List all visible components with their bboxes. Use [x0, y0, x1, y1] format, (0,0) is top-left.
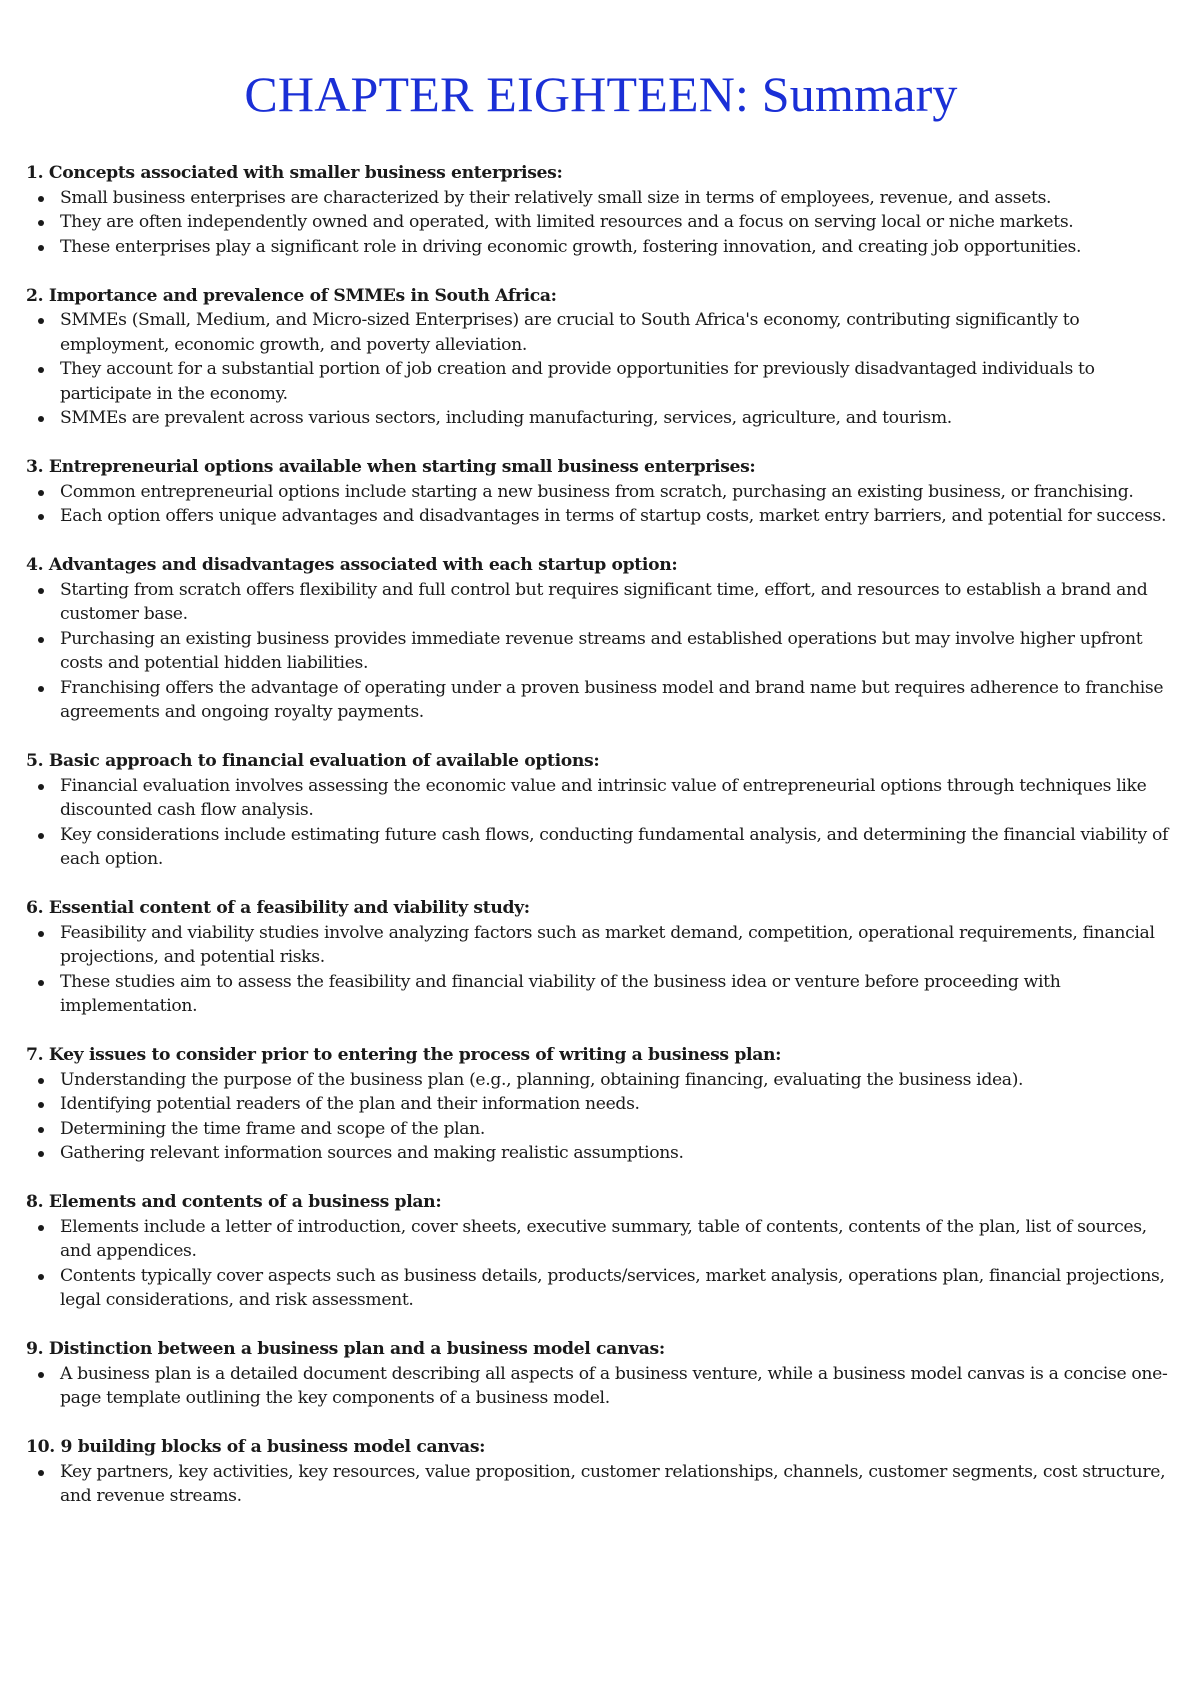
bullet-dot-icon	[38, 931, 44, 937]
bullet-item	[26, 627, 1176, 676]
bullet-item	[26, 578, 1176, 627]
summary-section	[26, 553, 1176, 725]
bullet-list	[26, 921, 1176, 1019]
summary-section	[26, 161, 1176, 259]
bullet-dot-icon	[38, 637, 44, 643]
section-heading: 4. Advantages and disadvantages associated with each startup option:	[26, 555, 678, 575]
bullet-item	[26, 1460, 1176, 1509]
bullet-list	[26, 1215, 1176, 1313]
bullet-dot-icon	[38, 220, 44, 226]
bullet-text: Purchasing an existing business provides immediate revenue streams and established operations but may involve higher upfront costs and potential hidden liabilities.	[60, 628, 1143, 673]
bullet-text: Contents typically cover aspects such as business details, products/services, market analysis, operations plan, financial projections, legal considerations, and risk assessment.	[60, 1265, 1165, 1310]
bullet-dot-icon	[38, 833, 44, 839]
bullet-text: Franchising offers the advantage of operating under a proven business model and brand name but requires adherence to franchise agreements and ongoing royalty payments.	[60, 677, 1164, 722]
bullet-list	[26, 1460, 1176, 1509]
bullet-item	[26, 308, 1176, 357]
bullet-item	[26, 1117, 1176, 1142]
summary-section	[26, 896, 1176, 1019]
bullet-list	[26, 186, 1176, 260]
bullet-dot-icon	[38, 1470, 44, 1476]
bullet-item	[26, 210, 1176, 235]
bullet-list	[26, 480, 1176, 529]
bullet-dot-icon	[38, 1078, 44, 1084]
bullet-dot-icon	[38, 784, 44, 790]
summary-section	[26, 1043, 1176, 1166]
bullet-dot-icon	[38, 1274, 44, 1280]
bullet-dot-icon	[38, 1102, 44, 1108]
section-heading: 7. Key issues to consider prior to entering the process of writing a business plan:	[26, 1045, 782, 1065]
bullet-item	[26, 1068, 1176, 1093]
bullet-dot-icon	[38, 196, 44, 202]
bullet-item	[26, 1141, 1176, 1166]
section-heading: 10. 9 building blocks of a business model canvas:	[26, 1437, 486, 1457]
bullet-item	[26, 357, 1176, 406]
summary-section	[26, 1190, 1176, 1313]
bullet-item	[26, 480, 1176, 505]
bullet-text: Starting from scratch offers flexibility and full control but requires significant time, effort, and resources to establish a brand and customer base.	[60, 579, 1148, 624]
bullet-dot-icon	[38, 490, 44, 496]
bullet-item	[26, 774, 1176, 823]
bullet-item	[26, 1092, 1176, 1117]
section-heading: 5. Basic approach to financial evaluation of available options:	[26, 751, 600, 771]
page-title: CHAPTER EIGHTEEN: Summary	[244, 66, 958, 122]
bullet-dot-icon	[38, 416, 44, 422]
section-heading: 3. Entrepreneurial options available when starting small business enterprises:	[26, 457, 756, 477]
bullet-text: Key partners, key activities, key resources, value proposition, customer relationships, channels, customer segments, cost structure, and revenue streams.	[60, 1461, 1166, 1506]
bullet-text: Each option offers unique advantages and disadvantages in terms of startup costs, market entry barriers, and potential for success.	[60, 506, 1167, 526]
section-heading: 6. Essential content of a feasibility and viability study:	[26, 898, 530, 918]
section-heading: 8. Elements and contents of a business plan:	[26, 1192, 442, 1212]
bullet-item	[26, 235, 1176, 260]
bullet-item	[26, 406, 1176, 431]
bullet-list	[26, 1362, 1176, 1411]
summary-section	[26, 749, 1176, 872]
bullet-dot-icon	[38, 367, 44, 373]
bullet-text: Financial evaluation involves assessing the economic value and intrinsic value of entrepreneurial options through techniques like discounted cash flow analysis.	[60, 775, 1147, 820]
summary-section	[26, 1337, 1176, 1411]
bullet-text: These enterprises play a significant role in driving economic growth, fostering innovation, and creating job opportunities.	[60, 236, 1082, 257]
bullet-text: Feasibility and viability studies involve analyzing factors such as market demand, competition, operational requirements, financial projections, and potential risks.	[60, 922, 1155, 967]
bullet-text: Small business enterprises are characterized by their relatively small size in terms of employees, revenue, and assets.	[60, 187, 1052, 208]
bullet-text: Elements include a letter of introduction, cover sheets, executive summary, table of contents, contents of the plan, list of sources, and appendices.	[60, 1216, 1147, 1261]
bullet-dot-icon	[38, 1127, 44, 1133]
bullet-dot-icon	[38, 514, 44, 520]
bullet-dot-icon	[38, 1151, 44, 1157]
bullet-text: SMMEs (Small, Medium, and Micro-sized Enterprises) are crucial to South Africa's economy, contributing significantly to employment, economic growth, and poverty alleviation.	[60, 310, 1080, 355]
section-heading: 9. Distinction between a business plan and a business model canvas:	[26, 1339, 665, 1359]
bullet-item	[26, 823, 1176, 872]
bullet-item	[26, 676, 1176, 725]
bullet-item	[26, 504, 1176, 529]
bullet-dot-icon	[38, 1225, 44, 1231]
bullet-list	[26, 1068, 1176, 1166]
summary-section	[26, 455, 1176, 529]
bullet-list	[26, 774, 1176, 872]
bullet-text: Understanding the purpose of the business plan (e.g., planning, obtaining financing, evaluating the business idea).	[60, 1069, 1024, 1090]
document-page	[26, 0, 1176, 1533]
bullet-dot-icon	[38, 588, 44, 594]
bullet-list	[26, 578, 1176, 725]
bullet-text: Determining the time frame and scope of the plan.	[60, 1118, 485, 1139]
bullet-text: Identifying potential readers of the plan and their information needs.	[60, 1094, 640, 1114]
section-heading: 2. Importance and prevalence of SMMEs in South Africa:	[26, 285, 557, 306]
summary-sections	[26, 161, 1176, 1509]
bullet-dot-icon	[38, 686, 44, 692]
summary-section	[26, 1435, 1176, 1509]
bullet-item	[26, 970, 1176, 1019]
bullet-text: Key considerations include estimating future cash flows, conducting fundamental analysis, and determining the financial viability of each option.	[60, 824, 1169, 869]
bullet-text: These studies aim to assess the feasibility and financial viability of the business idea or venture before proceeding with implementation.	[60, 971, 1061, 1016]
bullet-text: Common entrepreneurial options include starting a new business from scratch, purchasing an existing business, or franchising.	[60, 481, 1134, 502]
bullet-item	[26, 1362, 1176, 1411]
bullet-dot-icon	[38, 245, 44, 251]
bullet-dot-icon	[38, 980, 44, 986]
section-heading: 1. Concepts associated with smaller business enterprises:	[26, 163, 563, 183]
bullet-item	[26, 186, 1176, 211]
bullet-item	[26, 1264, 1176, 1313]
bullet-item	[26, 921, 1176, 970]
bullet-dot-icon	[38, 1372, 44, 1378]
summary-section	[26, 284, 1176, 431]
bullet-text: Gathering relevant information sources and making realistic assumptions.	[60, 1143, 684, 1163]
bullet-text: A business plan is a detailed document describing all aspects of a business venture, while a business model canvas is a concise one-page template outlining the key components of a business model.	[60, 1363, 1168, 1408]
bullet-text: SMMEs are prevalent across various sectors, including manufacturing, services, agriculture, and tourism.	[60, 408, 952, 428]
bullet-list	[26, 308, 1176, 431]
bullet-item	[26, 1215, 1176, 1264]
bullet-dot-icon	[38, 318, 44, 324]
bullet-text: They account for a substantial portion of job creation and provide opportunities for previously disadvantaged individuals to participate in the economy.	[60, 359, 1095, 404]
bullet-text: They are often independently owned and operated, with limited resources and a focus on serving local or niche markets.	[60, 212, 1074, 232]
